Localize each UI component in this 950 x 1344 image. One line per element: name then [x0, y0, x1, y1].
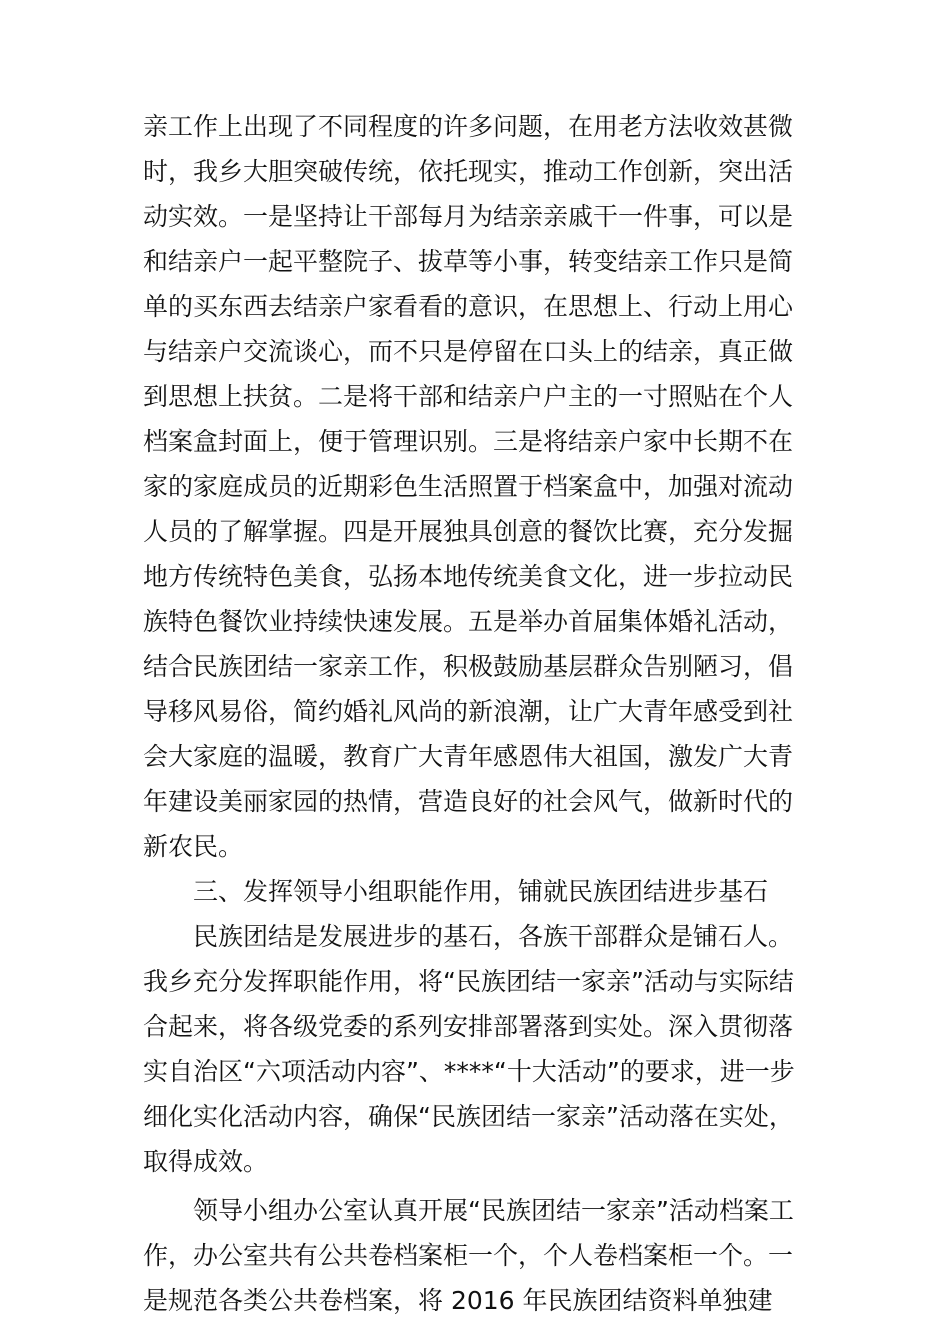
paragraph-2 [143, 914, 811, 1184]
text-line: 家的家庭成员的近期彩色生活照置于档案盒中，加强对流动 [143, 472, 794, 501]
text-line: 领导小组办公室认真开展“民族团结一家亲”活动档案工 [193, 1196, 794, 1225]
text-line: 会大家庭的温暖，教育广大青年感恩伟大祖国，激发广大青 [143, 742, 794, 771]
text-line: 新农民。 [143, 832, 244, 861]
document-body [143, 104, 811, 1323]
text-line: 到思想上扶贫。二是将干部和结亲户户主的一寸照贴在个人 [143, 382, 794, 411]
text-line: 单的买东西去结亲户家看看的意识，在思想上、行动上用心 [143, 292, 794, 321]
text-line: 作，办公室共有公共卷档案柜一个，个人卷档案柜一个。一 [143, 1241, 794, 1270]
text-line: 民族团结是发展进步的基石，各族干部群众是铺石人。 [193, 922, 794, 951]
text-line: 年建设美丽家园的热情，营造良好的社会风气，做新时代的 [143, 787, 794, 816]
text-line: 是规范各类公共卷档案，将 2016 年民族团结资料单独建 [143, 1286, 773, 1315]
text-line: 我乡充分发挥职能作用，将“民族团结一家亲”活动与实际结 [143, 967, 794, 996]
text-line: 细化实化活动内容，确保“民族团结一家亲”活动落在实处， [143, 1102, 794, 1131]
text-line: 动实效。一是坚持让干部每月为结亲亲戚干一件事，可以是 [143, 202, 794, 231]
text-line: 结合民族团结一家亲工作，积极鼓励基层群众告别陋习，倡 [143, 652, 794, 681]
text-line: 合起来，将各级党委的系列安排部署落到实处。深入贯彻落 [143, 1012, 794, 1041]
text-line: 档案盒封面上，便于管理识别。三是将结亲户家中长期不在 [143, 427, 794, 456]
text-line: 族特色餐饮业持续快速发展。五是举办首届集体婚礼活动， [143, 607, 794, 636]
text-line: 时，我乡大胆突破传统，依托现实，推动工作创新，突出活 [143, 157, 794, 186]
paragraph-3 [143, 1188, 811, 1323]
text-line: 实自治区“六项活动内容”、****“十大活动”的要求，进一步 [143, 1057, 795, 1086]
text-line: 亲工作上出现了不同程度的许多问题，在用老方法收效甚微 [143, 112, 794, 141]
text-line: 地方传统特色美食，弘扬本地传统美食文化，进一步拉动民 [143, 562, 794, 591]
paragraph-1 [143, 104, 811, 869]
section-heading: 三、发挥领导小组职能作用，铺就民族团结进步基石 [193, 877, 769, 906]
text-line: 和结亲户一起平整院子、拔草等小事，转变结亲工作只是简 [143, 247, 794, 276]
text-line: 取得成效。 [143, 1147, 269, 1176]
text-line: 人员的了解掌握。四是开展独具创意的餐饮比赛，充分发掘 [143, 517, 794, 546]
text-line: 与结亲户交流谈心，而不只是停留在口头上的结亲，真正做 [143, 337, 794, 366]
text-line: 导移风易俗，简约婚礼风尚的新浪潮，让广大青年感受到社 [143, 697, 794, 726]
